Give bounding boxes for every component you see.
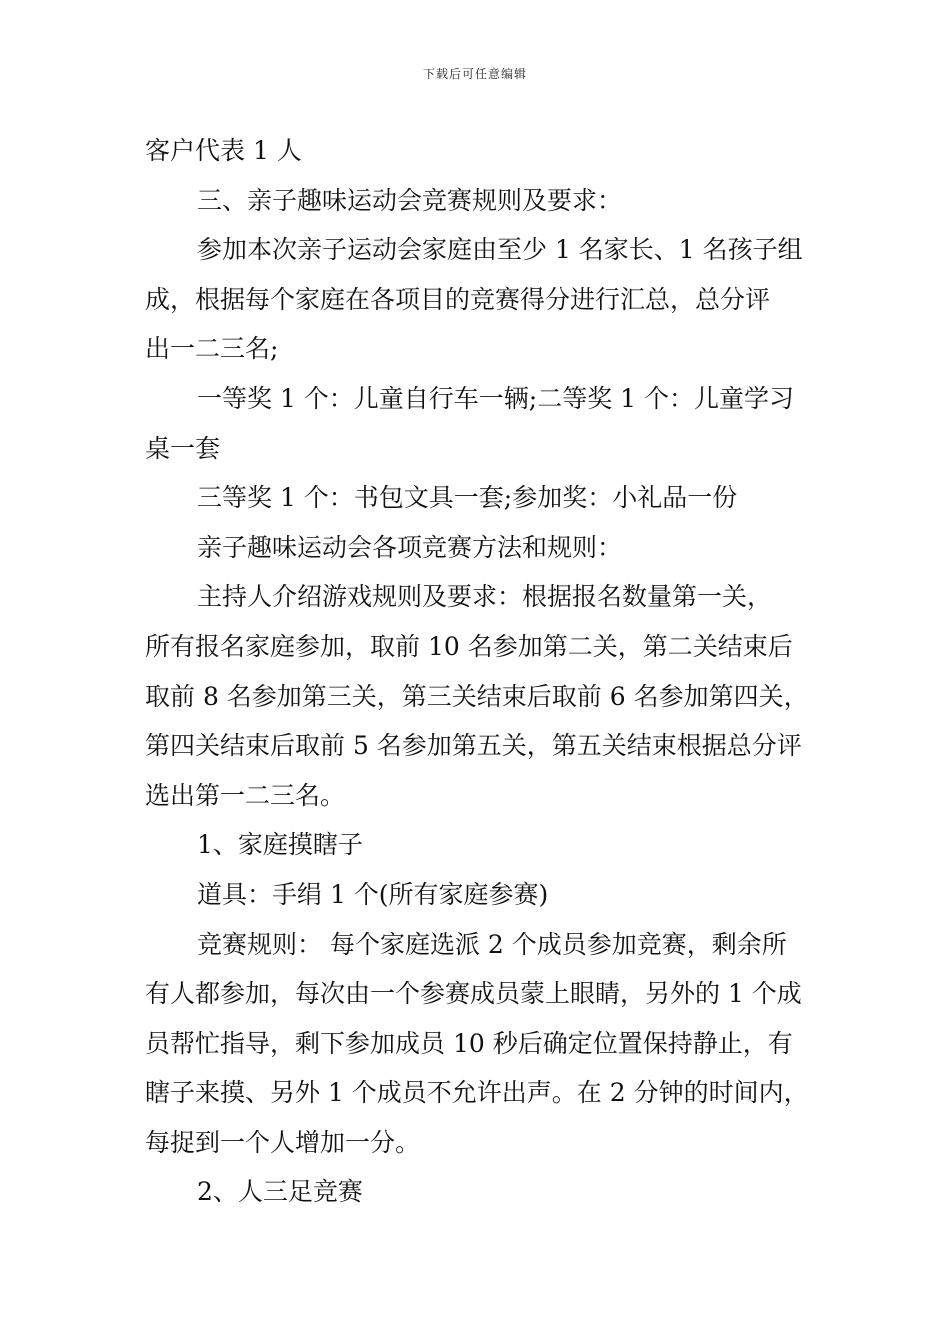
text-line: 三等奖 1 个：书包文具一套;参加奖：小礼品一份	[197, 483, 738, 513]
text-line: 所有报名家庭参加，取前 10 名参加第二关，第二关结束后	[145, 631, 793, 661]
document-body	[145, 126, 809, 1217]
text-line: 瞎子来摸、另外 1 个成员不允许出声。在 2 分钟的时间内，	[145, 1078, 809, 1108]
text-line: 2、人三足竞赛	[197, 1177, 363, 1207]
text-line: 第四关结束后取前 5 名参加第五关，第五关结束根据总分评	[145, 731, 802, 761]
page-header: 下载后可任意编辑	[422, 67, 527, 81]
text-line: 亲子趣味运动会各项竞赛方法和规则：	[197, 532, 623, 562]
text-line: 主持人介绍游戏规则及要求：根据报名数量第一关，	[197, 582, 773, 612]
text-line: 一等奖 1 个：儿童自行车一辆;二等奖 1 个：儿童学习	[197, 383, 795, 413]
text-line: 取前 8 名参加第三关，第三关结束后取前 6 名参加第四关，	[145, 681, 809, 711]
text-line: 出一二三名;	[145, 334, 279, 364]
text-line: 竞赛规则： 每个家庭选派 2 个成员参加竞赛，剩余所	[197, 929, 787, 959]
text-line: 员帮忙指导，剩下参加成员 10 秒后确定位置保持静止，有	[145, 1028, 793, 1058]
text-line: 客户代表 1 人	[145, 136, 302, 165]
text-line: 选出第一二三名。	[145, 780, 346, 810]
text-line: 每捉到一个人增加一分。	[145, 1127, 421, 1157]
text-line: 道具：手绢 1 个(所有家庭参赛)	[197, 879, 549, 909]
text-line: 1、家庭摸瞎子	[197, 830, 363, 860]
text-line: 成，根据每个家庭在各项目的竞赛得分进行汇总，总分评	[145, 284, 771, 314]
text-line: 三、亲子趣味运动会竞赛规则及要求：	[197, 185, 623, 215]
text-line: 参加本次亲子运动会家庭由至少 1 名家长、1 名孩子组	[197, 235, 803, 265]
text-line: 有人都参加，每次由一个参赛成员蒙上眼睛，另外的 1 个成	[145, 979, 802, 1009]
text-line: 桌一套	[145, 433, 221, 463]
